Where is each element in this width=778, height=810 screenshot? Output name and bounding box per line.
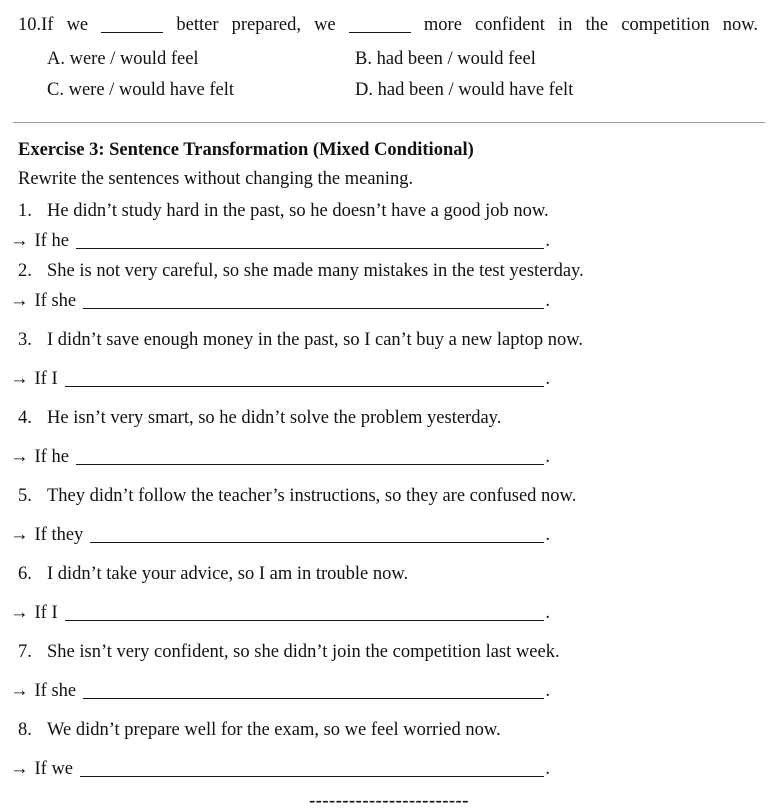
option-d: D. had been / would have felt [355,80,574,100]
arrow-icon: → [10,291,29,311]
sentence-item [18,200,778,222]
question-10 [18,14,758,36]
question-10-part1: 10.If we [18,15,89,35]
transformation-line [10,524,550,546]
answer-blank-line [65,385,545,387]
worksheet-page [0,14,778,810]
item-number: 8. [18,720,32,740]
sentence-item [18,485,778,507]
line-period: . [545,603,550,623]
arrow-icon: → [10,369,29,389]
question-10-part3: more confident in the competition now. [423,15,759,35]
item-sentence: He didn’t study hard in the past, so he doesn’t have a good job now. [47,201,549,221]
line-period: . [545,525,550,545]
line-period: . [545,291,550,311]
item-sentence: She is not very careful, so she made many mistakes in the test yesterday. [47,261,584,281]
arrow-icon: → [10,231,29,251]
line-period: . [545,681,550,701]
transformation-line [10,368,550,390]
line-period: . [545,231,550,251]
item-number: 5. [18,486,32,506]
answer-blank-line [76,247,544,249]
item-number: 2. [18,261,32,281]
arrow-icon: → [10,603,29,623]
sentence-item [18,719,778,741]
item-sentence: They didn’t follow the teacher’s instructions, so they are confused now. [47,486,577,506]
transformation-lead: If she [34,291,77,311]
transformation-line [10,758,550,780]
transformation-lead: If he [34,231,69,251]
item-number: 7. [18,642,32,662]
line-period: . [545,447,550,467]
transformation-lead: If she [34,681,77,701]
item-number: 6. [18,564,32,584]
arrow-icon: → [10,447,29,467]
exercise-3-title: Exercise 3: Sentence Transformation (Mixed Conditional) [18,140,474,160]
line-period: . [545,369,550,389]
transformation-line [10,290,550,312]
sentence-item [18,563,778,585]
sentence-item [18,641,778,663]
answer-blank-line [80,775,544,777]
item-sentence: He isn’t very smart, so he didn’t solve the problem yesterday. [47,408,502,428]
answer-blank-line [76,463,544,465]
option-c: C. were / would have felt [47,80,234,100]
answer-blank-2 [349,20,411,33]
transformation-lead: If he [34,447,69,467]
option-a: A. were / would feel [47,49,199,69]
section-divider [13,122,765,123]
transformation-line [10,602,550,624]
transformation-line [10,446,550,468]
line-period: . [545,759,550,779]
sentence-item [18,407,778,429]
item-number: 4. [18,408,32,428]
transformation-line [10,230,550,252]
transformation-lead: If I [34,369,58,389]
question-10-part2: better prepared, we [176,15,336,35]
item-number: 1. [18,201,32,221]
answer-blank-line [65,619,545,621]
question-10-options [47,48,778,101]
sentence-item [18,329,778,351]
item-sentence: I didn’t take your advice, so I am in trouble now. [47,564,409,584]
transformation-lead: If we [34,759,74,779]
page-end-separator: ------------------------ [309,791,469,810]
transformation-lead: If they [34,525,84,545]
item-sentence: We didn’t prepare well for the exam, so we feel worried now. [47,720,501,740]
answer-blank-line [90,541,544,543]
exercise-3-items [0,200,778,780]
transformation-lead: If I [34,603,58,623]
exercise-3-instruction: Rewrite the sentences without changing the meaning. [18,169,414,189]
arrow-icon: → [10,681,29,701]
answer-blank-1 [101,20,163,33]
item-sentence: I didn’t save enough money in the past, so I can’t buy a new laptop now. [47,330,584,350]
option-b: B. had been / would feel [355,49,536,69]
arrow-icon: → [10,759,29,779]
item-number: 3. [18,330,32,350]
item-sentence: She isn’t very confident, so she didn’t join the competition last week. [47,642,560,662]
answer-blank-line [83,697,544,699]
arrow-icon: → [10,525,29,545]
answer-blank-line [83,307,544,309]
transformation-line [10,680,550,702]
sentence-item [18,260,778,282]
